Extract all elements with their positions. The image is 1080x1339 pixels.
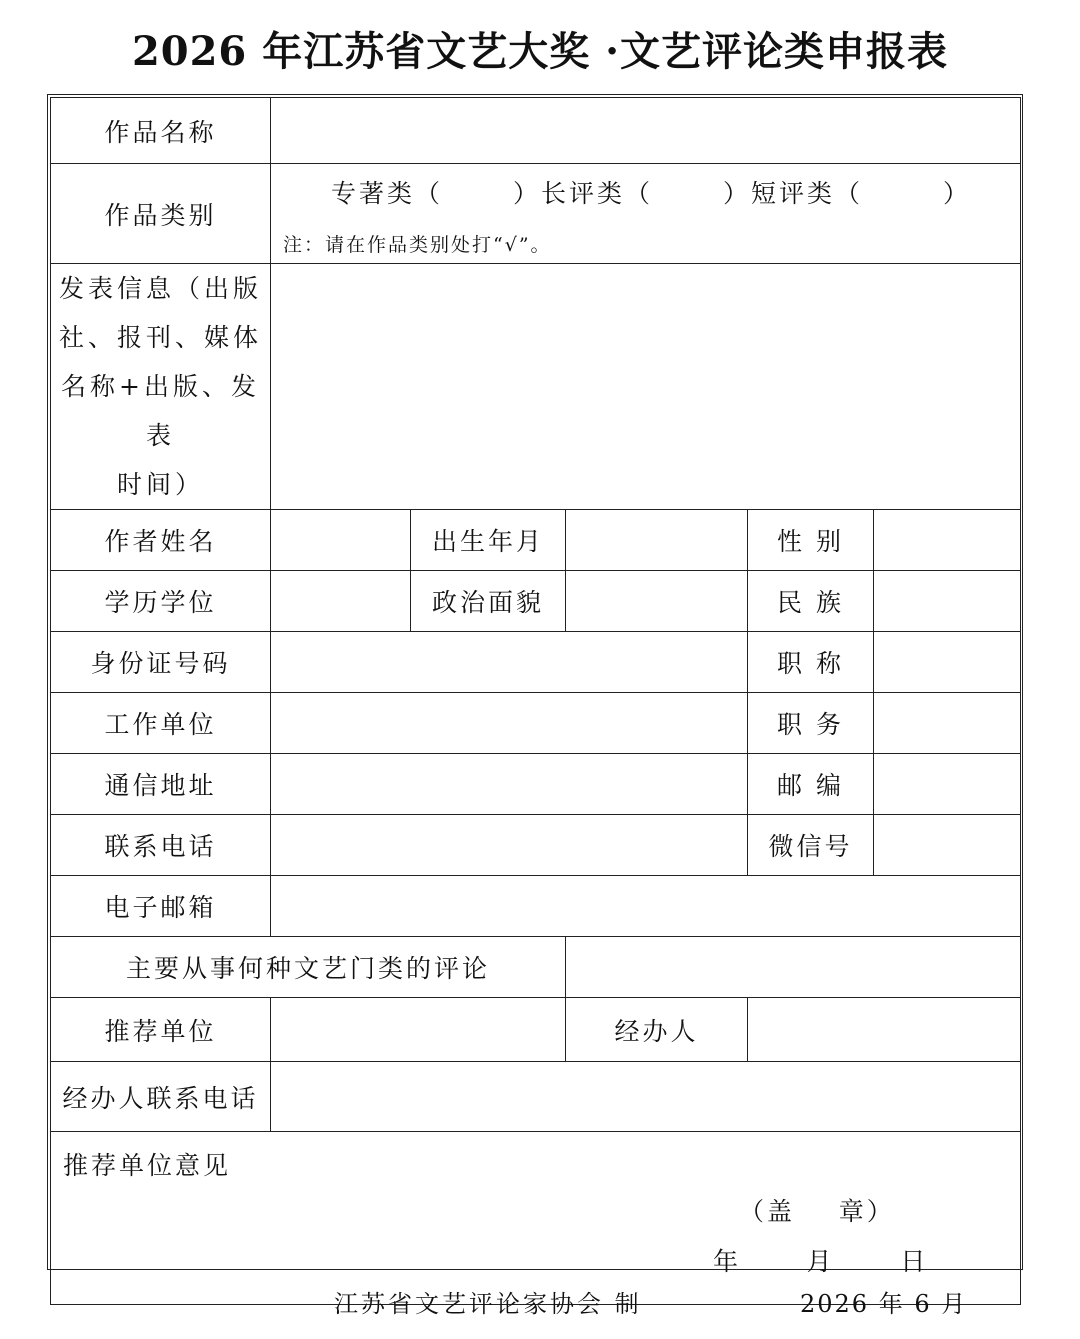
row-id-number bbox=[51, 632, 1021, 693]
political-field[interactable] bbox=[566, 571, 748, 632]
category-monograph[interactable]: 专著类（ bbox=[331, 179, 444, 208]
education-field[interactable] bbox=[271, 571, 411, 632]
handler-phone-label: 经办人联系电话 bbox=[51, 1062, 271, 1132]
handler-label: 经办人 bbox=[566, 998, 748, 1062]
category-close: ） bbox=[943, 179, 972, 208]
row-phone bbox=[51, 815, 1021, 876]
address-label: 通信地址 bbox=[51, 754, 271, 815]
seal-label: （盖 章） bbox=[739, 1197, 895, 1226]
address-field[interactable] bbox=[271, 754, 748, 815]
gender-label: 性 别 bbox=[748, 510, 874, 571]
ethnicity-label: 民 族 bbox=[748, 571, 874, 632]
political-label: 政治面貌 bbox=[411, 571, 566, 632]
row-work-name bbox=[51, 98, 1021, 164]
handler-field[interactable] bbox=[748, 998, 1021, 1062]
row-handler-phone bbox=[51, 1062, 1021, 1132]
row-work-category bbox=[51, 164, 1021, 264]
publication-label-line: 发表信息（出版 bbox=[59, 274, 263, 303]
gender-field[interactable] bbox=[874, 510, 1021, 571]
author-name-field[interactable] bbox=[271, 510, 411, 571]
work-category-field[interactable] bbox=[271, 164, 1021, 264]
category-short-review[interactable]: ）短评类（ bbox=[723, 179, 864, 208]
wechat-label: 微信号 bbox=[748, 815, 874, 876]
row-opinion bbox=[51, 1132, 1021, 1305]
position-label: 职 务 bbox=[748, 693, 874, 754]
form-table bbox=[50, 97, 1021, 1305]
handler-phone-field[interactable] bbox=[271, 1062, 1021, 1132]
recommender-field[interactable] bbox=[271, 998, 566, 1062]
employer-label: 工作单位 bbox=[51, 693, 271, 754]
opinion-date-line: 年 月 日 bbox=[713, 1247, 929, 1276]
publication-label-line: 社、报刊、媒体 bbox=[59, 323, 263, 352]
email-label: 电子邮箱 bbox=[51, 876, 271, 937]
work-name-label: 作品名称 bbox=[51, 98, 271, 164]
row-email bbox=[51, 876, 1021, 937]
row-main-field bbox=[51, 937, 1021, 998]
id-number-field[interactable] bbox=[271, 632, 748, 693]
postcode-label: 邮 编 bbox=[748, 754, 874, 815]
row-address bbox=[51, 754, 1021, 815]
row-education bbox=[51, 571, 1021, 632]
page-title: 2026 年江苏省文艺大奖 ·文艺评论类申报表 bbox=[131, 28, 949, 75]
opinion-label: 推荐单位意见 bbox=[63, 1151, 232, 1180]
footer-date: 2026 年 6 月 bbox=[800, 1290, 968, 1318]
phone-label: 联系电话 bbox=[51, 815, 271, 876]
postcode-field[interactable] bbox=[874, 754, 1021, 815]
birth-field[interactable] bbox=[566, 510, 748, 571]
publication-field[interactable] bbox=[271, 264, 1021, 510]
publication-label bbox=[51, 264, 271, 510]
row-recommender bbox=[51, 998, 1021, 1062]
ethnicity-field[interactable] bbox=[874, 571, 1021, 632]
publication-label-line: 名称+出版、发表 bbox=[61, 372, 260, 450]
wechat-field[interactable] bbox=[874, 815, 1021, 876]
work-name-field[interactable] bbox=[271, 98, 1021, 164]
application-form bbox=[50, 97, 1020, 1305]
birth-label: 出生年月 bbox=[411, 510, 566, 571]
work-category-label: 作品类别 bbox=[51, 164, 271, 264]
main-field-field[interactable] bbox=[566, 937, 1021, 998]
footer-org: 江苏省文艺评论家协会 制 bbox=[334, 1290, 642, 1318]
education-label: 学历学位 bbox=[51, 571, 271, 632]
phone-field[interactable] bbox=[271, 815, 748, 876]
category-long-review[interactable]: ）长评类（ bbox=[513, 179, 654, 208]
row-author bbox=[51, 510, 1021, 571]
row-publication bbox=[51, 264, 1021, 510]
publication-label-line: 时间） bbox=[116, 470, 204, 499]
position-field[interactable] bbox=[874, 693, 1021, 754]
employer-field[interactable] bbox=[271, 693, 748, 754]
main-field-label: 主要从事何种文艺门类的评论 bbox=[51, 937, 566, 998]
id-number-label: 身份证号码 bbox=[51, 632, 271, 693]
title-rank-label: 职 称 bbox=[748, 632, 874, 693]
opinion-field[interactable] bbox=[51, 1132, 1021, 1305]
email-field[interactable] bbox=[271, 876, 1021, 937]
row-employer bbox=[51, 693, 1021, 754]
category-options bbox=[271, 174, 1020, 210]
recommender-label: 推荐单位 bbox=[51, 998, 271, 1062]
title-rank-field[interactable] bbox=[874, 632, 1021, 693]
category-note: 注：请在作品类别处打“√”。 bbox=[283, 234, 552, 256]
author-name-label: 作者姓名 bbox=[51, 510, 271, 571]
